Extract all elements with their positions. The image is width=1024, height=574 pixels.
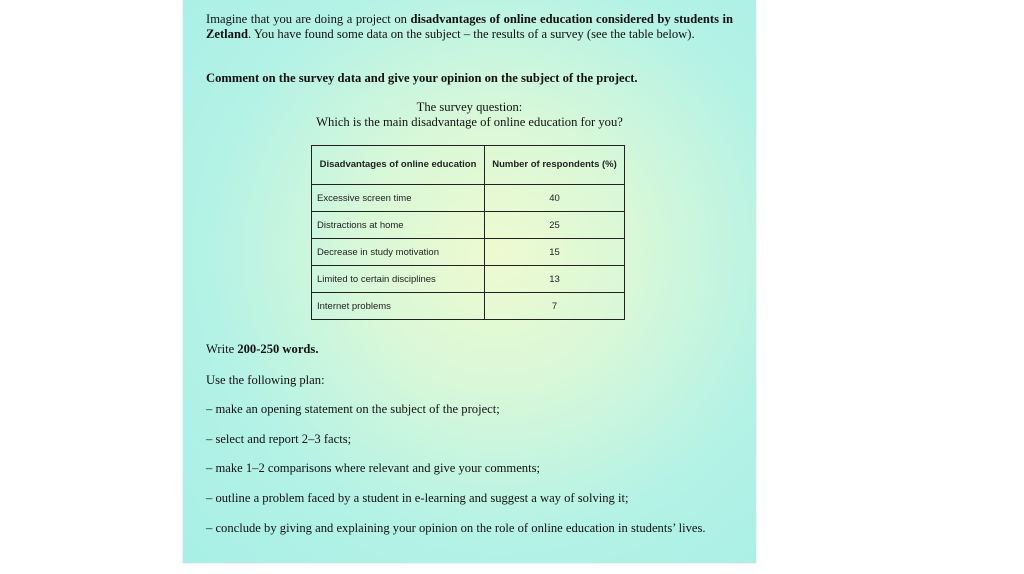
task-instruction: Comment on the survey data and give your opinion on the subject of the project. <box>206 71 638 85</box>
row-value: 7 <box>485 293 625 320</box>
row-value: 25 <box>485 212 625 239</box>
table-row <box>312 266 625 293</box>
column-header-respondents: Number of respondents (%) <box>485 146 625 185</box>
table-row <box>312 239 625 266</box>
table-row <box>312 212 625 239</box>
word-count: 200-250 words. <box>237 342 319 356</box>
survey-question-block <box>183 100 756 130</box>
row-item: Decrease in study motivation <box>312 239 485 266</box>
word-count-line <box>206 342 318 357</box>
survey-question: Which is the main disadvantage of online education for you? <box>316 115 623 129</box>
intro-text: Imagine that you are doing a project on <box>206 12 411 26</box>
plan-item: – conclude by giving and explaining your opinion on the role of online education in students’ lives. <box>206 521 706 535</box>
plan-item: – outline a problem faced by a student in e-learning and suggest a way of solving it; <box>206 491 629 505</box>
plan-item: – make an opening statement on the subject of the project; <box>206 402 500 416</box>
survey-table <box>311 145 625 320</box>
task-page <box>183 0 756 563</box>
intro-paragraph <box>206 12 733 42</box>
table-row <box>312 293 625 320</box>
plan-intro: Use the following plan: <box>206 373 325 387</box>
table-row <box>312 185 625 212</box>
row-value: 15 <box>485 239 625 266</box>
word-count-prefix: Write <box>206 342 238 356</box>
table-header-row <box>312 146 625 185</box>
row-value: 40 <box>485 185 625 212</box>
row-item: Limited to certain disciplines <box>312 266 485 293</box>
row-value: 13 <box>485 266 625 293</box>
row-item: Excessive screen time <box>312 185 485 212</box>
plan-item: – make 1–2 comparisons where relevant and give your comments; <box>206 461 540 475</box>
intro-topic: disadvantages of online education considered by students in Zetland <box>206 12 734 41</box>
row-item: Internet problems <box>312 293 485 320</box>
column-header-disadvantage: Disadvantages of online education <box>312 146 485 185</box>
survey-label: The survey question: <box>416 100 523 114</box>
intro-text-end: . You have found some data on the subject – the results of a survey (see the table below). <box>248 27 695 41</box>
row-item: Distractions at home <box>312 212 485 239</box>
plan-item: – select and report 2–3 facts; <box>206 432 352 446</box>
